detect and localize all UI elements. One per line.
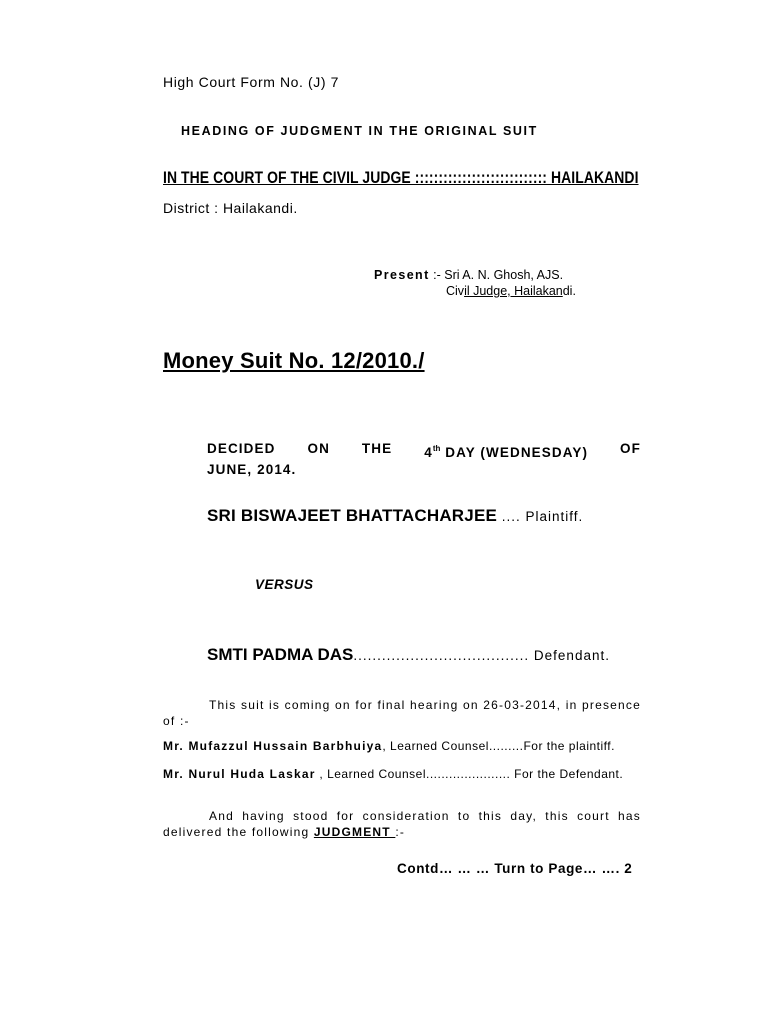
counsel-plaintiff-name: Mr. Mufazzul Hussain Barbhuiya bbox=[163, 739, 383, 753]
present-line bbox=[374, 268, 563, 282]
hearing-text: This suit is coming on for final hearing on 26-03-2014, in presence of :- bbox=[163, 698, 641, 728]
hearing-paragraph bbox=[163, 697, 641, 729]
day-number: 4 bbox=[424, 445, 433, 460]
designation-pre: Civ bbox=[446, 284, 465, 298]
versus-label: VERSUS bbox=[255, 577, 314, 592]
counsel-defendant-name: Mr. Nurul Huda Laskar bbox=[163, 767, 316, 781]
day-rest: DAY (WEDNESDAY) bbox=[440, 445, 589, 460]
counsel-plaintiff-text: , Learned Counsel.........For the plaintiff. bbox=[382, 739, 615, 753]
judge-designation bbox=[446, 284, 576, 298]
decided-day bbox=[424, 440, 588, 461]
form-number: High Court Form No. (J) 7 bbox=[163, 74, 340, 90]
decided-word: DECIDED bbox=[207, 441, 276, 456]
court-title: IN THE COURT OF THE CIVIL JUDGE :::::::::::::::::::::::::::: HAILAKANDI bbox=[163, 168, 639, 187]
suit-title: Money Suit No. 12/2010./ bbox=[163, 348, 425, 373]
plaintiff-role: .... Plaintiff. bbox=[497, 509, 584, 524]
consideration-text: And having stood for consideration to this day, this court has delivered the following bbox=[163, 809, 641, 839]
decided-line-2: JUNE, 2014. bbox=[207, 462, 297, 477]
present-label: Present bbox=[374, 268, 430, 282]
document-heading: HEADING OF JUDGMENT IN THE ORIGINAL SUIT bbox=[181, 124, 538, 138]
continued-note: Contd… … … Turn to Page… …. 2 bbox=[397, 861, 633, 876]
decided-word: OF bbox=[620, 441, 641, 456]
counsel-defendant bbox=[163, 767, 623, 781]
decided-word: ON bbox=[307, 441, 330, 456]
designation-underlined: il Judge, Hailakan bbox=[464, 284, 563, 298]
decided-line-1 bbox=[207, 440, 641, 461]
consideration-paragraph bbox=[163, 808, 641, 840]
plaintiff-line bbox=[207, 506, 583, 526]
consideration-suffix: :- bbox=[395, 825, 406, 839]
decided-word: THE bbox=[361, 441, 393, 456]
district-line: District : Hailakandi. bbox=[163, 200, 298, 216]
counsel-defendant-text: , Learned Counsel...................... For the Defendant. bbox=[315, 767, 624, 781]
plaintiff-name: SRI BISWAJEET BHATTACHARJEE bbox=[207, 506, 498, 525]
counsel-plaintiff bbox=[163, 739, 615, 753]
day-suffix: th bbox=[432, 444, 441, 453]
defendant-name: SMTI PADMA DAS bbox=[207, 645, 354, 664]
defendant-line bbox=[207, 645, 610, 665]
designation-post: di. bbox=[562, 284, 576, 298]
defendant-role: ..................................... Defendant. bbox=[353, 648, 610, 663]
present-separator: :- bbox=[429, 268, 445, 282]
judge-name: Sri A. N. Ghosh, AJS. bbox=[444, 268, 564, 282]
decided-date bbox=[207, 440, 641, 478]
judgment-word: JUDGMENT bbox=[313, 825, 396, 839]
